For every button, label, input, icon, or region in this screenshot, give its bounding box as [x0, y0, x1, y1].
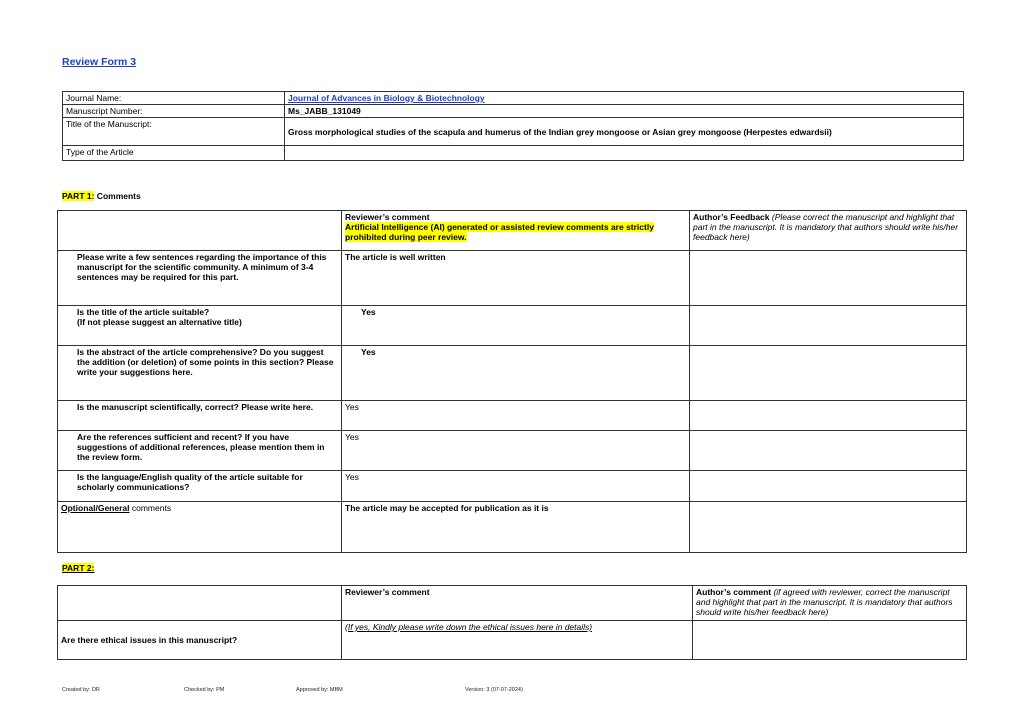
- question-importance: Please write a few sentences regarding the importance of this manuscript for the scientific community. A minimum of 3-4 sentences may be required for this part.: [58, 251, 342, 306]
- feedback-references[interactable]: [690, 431, 967, 471]
- part2-label-highlight: PART 2:: [62, 563, 95, 573]
- manuscript-number-label: Manuscript Number:: [63, 105, 285, 118]
- answer-title-suitable[interactable]: Yes: [342, 306, 690, 346]
- feedback-abstract[interactable]: [690, 346, 967, 401]
- journal-name-link[interactable]: Journal of Advances in Biology & Biotechnology: [288, 93, 485, 103]
- question-title-suitable: Is the title of the article suitable? (If not please suggest an alternative title): [58, 306, 342, 346]
- part2-label: [62, 563, 94, 573]
- journal-name-cell: [285, 92, 964, 105]
- feedback-importance[interactable]: [690, 251, 967, 306]
- reviewer-comment-heading: Reviewer’s comment: [345, 212, 430, 222]
- table-row: [58, 306, 967, 346]
- answer-references[interactable]: Yes: [342, 431, 690, 471]
- manuscript-title-label: Title of the Manuscript:: [63, 118, 285, 146]
- article-type-label: Type of the Article: [63, 146, 285, 161]
- author-feedback-heading: Author’s Feedback: [693, 212, 770, 222]
- footer-approved-by: Approved by: MBM: [296, 687, 343, 693]
- optional-comments-feedback[interactable]: [690, 502, 967, 553]
- feedback-title-suitable[interactable]: [690, 306, 967, 346]
- footer-created-by: Created by: DR: [62, 687, 100, 693]
- part2-header-author: [693, 586, 967, 621]
- question-scientific: Is the manuscript scientifically, correct? Please write here.: [58, 401, 342, 431]
- table-row: [58, 471, 967, 502]
- part1-comments-table: [57, 210, 967, 553]
- ethical-issues-author-comment[interactable]: [693, 621, 967, 660]
- part2-header-reviewer: Reviewer’s comment: [342, 586, 693, 621]
- author-feedback-instructions: (Please correct the manuscript and highlight that part in the manuscript. It is mandatory that authors should write his/her feedback here): [693, 212, 959, 242]
- manuscript-number-value: Ms_JABB_131049: [285, 105, 964, 118]
- footer-version: Version: 3 (07-07-2024): [465, 687, 523, 693]
- answer-importance[interactable]: The article is well written: [342, 251, 690, 306]
- journal-name-label: Journal Name:: [63, 92, 285, 105]
- optional-general-text: Optional/General: [61, 503, 130, 513]
- ethical-issues-answer[interactable]: [342, 621, 693, 660]
- question-references: Are the references sufficient and recent? If you have suggestions of additional references, please mention them in the review form.: [58, 431, 342, 471]
- manuscript-info-table: [62, 91, 964, 161]
- part1-header-empty: [58, 211, 342, 251]
- question-abstract: Is the abstract of the article comprehensive? Do you suggest the addition (or deletion) of some points in this section? Please write your suggestions here.: [58, 346, 342, 401]
- ai-warning-text: Artificial Intelligence (AI) generated or assisted review comments are strictly prohibited during peer review.: [345, 222, 654, 242]
- answer-language[interactable]: Yes: [342, 471, 690, 502]
- part1-label: [62, 191, 141, 201]
- part1-label-text: Comments: [94, 191, 141, 201]
- answer-scientific[interactable]: Yes: [342, 401, 690, 431]
- manuscript-title-value: Gross morphological studies of the scapula and humerus of the Indian grey mongoose or Asian grey mongoose (Herpestes edwardsii): [285, 118, 964, 146]
- table-row: [58, 346, 967, 401]
- part2-ethics-table: [57, 585, 967, 660]
- article-type-value: [285, 146, 964, 161]
- question-language: Is the language/English quality of the article suitable for scholarly communications?: [58, 471, 342, 502]
- ethical-issues-question: Are there ethical issues in this manuscript?: [58, 621, 342, 660]
- footer-checked-by: Checked by: PM: [184, 687, 225, 693]
- form-title: Review Form 3: [62, 56, 137, 68]
- answer-abstract[interactable]: Yes: [342, 346, 690, 401]
- feedback-scientific[interactable]: [690, 401, 967, 431]
- table-row: [58, 502, 967, 553]
- author-comment-instructions: (if agreed with reviewer, correct the manuscript and highlight that part in the manuscript. It is mandatory that authors should write his/her feedback here): [696, 587, 953, 617]
- part1-header-author: [690, 211, 967, 251]
- part2-header-empty: [58, 586, 342, 621]
- optional-comments-answer[interactable]: The article may be accepted for publication as it is: [342, 502, 690, 553]
- comments-text: comments: [129, 503, 172, 513]
- part1-header-reviewer: [342, 211, 690, 251]
- table-row: [58, 251, 967, 306]
- part1-label-highlight: PART 1:: [62, 191, 95, 201]
- ethical-issues-hint: (If yes, Kindly please write down the ethical issues here in details): [345, 622, 593, 632]
- optional-comments-label: [58, 502, 342, 553]
- table-row: [58, 401, 967, 431]
- author-comment-heading: Author’s comment: [696, 587, 772, 597]
- feedback-language[interactable]: [690, 471, 967, 502]
- table-row: [58, 431, 967, 471]
